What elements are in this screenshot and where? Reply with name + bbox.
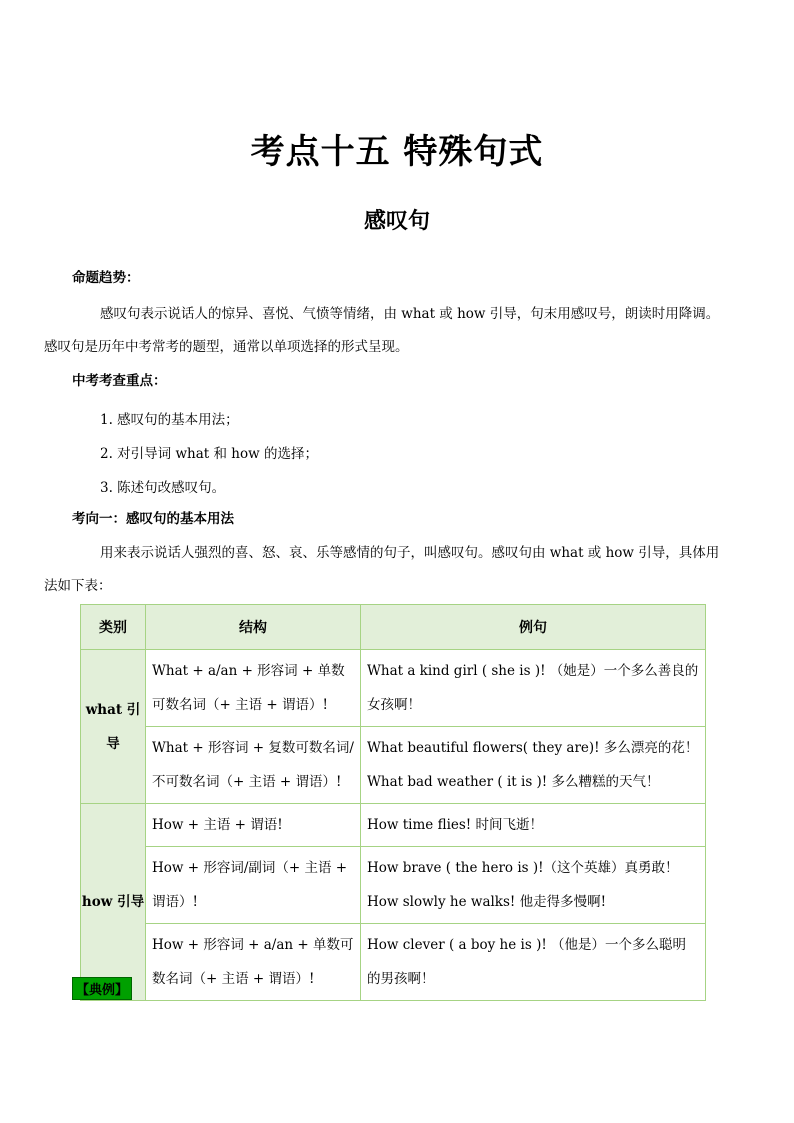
- focus-heading: 中考考查重点：: [72, 373, 167, 389]
- table-row: [81, 924, 706, 1001]
- structure-cell: How + 主语 + 谓语!: [146, 804, 361, 847]
- example-line: What bad weather ( it is )! 多么糟糕的天气！: [367, 774, 660, 790]
- section1-text-1: 用来表示说话人强烈的喜、怒、哀、乐等感情的句子，叫感叹句。感叹句由 what 或 how 引导，具体用: [100, 545, 720, 561]
- header-structure: 结构: [146, 605, 361, 650]
- section-subtitle: 感叹句: [363, 208, 430, 234]
- header-example: 例句: [361, 605, 706, 650]
- example-cell: How clever ( a boy he is )! （他是）一个多么聪明的男孩啊！: [361, 924, 706, 1001]
- trend-paragraph: [44, 298, 732, 364]
- example-cell: [361, 727, 706, 804]
- section1-paragraph: [44, 537, 732, 603]
- table-row: [81, 804, 706, 847]
- example-cell: What a kind girl ( she is )! （她是）一个多么善良的女孩啊！: [361, 650, 706, 727]
- trend-text-2: 感叹句是历年中考常考的题型，通常以单项选择的形式呈现。: [44, 339, 409, 355]
- table-header-row: [81, 605, 706, 650]
- example-cell: [361, 847, 706, 924]
- example-line: How slowly he walks! 他走得多慢啊!: [367, 894, 607, 910]
- example-line: How brave ( the hero is )!（这个英雄）真勇敢！: [367, 860, 679, 876]
- table-row: [81, 847, 706, 924]
- structure-cell: What + 形容词 + 复数可数名词/不可数名词（+ 主语 + 谓语）!: [146, 727, 361, 804]
- trend-heading: 命题趋势：: [72, 270, 140, 286]
- example-tag: 【典例】: [72, 977, 132, 1000]
- focus-item-1: 1. 感叹句的基本用法；: [100, 412, 239, 428]
- focus-item-2: 2. 对引导词 what 和 how 的选择；: [100, 446, 318, 462]
- trend-text-1: 感叹句表示说话人的惊异、喜悦、气愤等情绪，由 what 或 how 引导，句末用感叹号，朗读时用降调。: [100, 306, 720, 322]
- category-how: how 引导: [81, 804, 146, 1001]
- example-line: What beautiful flowers( they are)! 多么漂亮的花！: [367, 740, 699, 756]
- page-title: 考点十五 特殊句式: [250, 132, 544, 172]
- example-cell: How time flies! 时间飞逝！: [361, 804, 706, 847]
- table-row: [81, 727, 706, 804]
- table-row: [81, 650, 706, 727]
- section1-heading: 考向一：感叹句的基本用法: [72, 511, 234, 527]
- category-what: what 引导: [81, 650, 146, 804]
- section1-text-2: 法如下表：: [44, 578, 112, 594]
- exclamation-table: [80, 604, 706, 1001]
- focus-item-3: 3. 陈述句改感叹句。: [100, 480, 226, 496]
- header-category: 类别: [81, 605, 146, 650]
- structure-cell: What + a/an + 形容词 + 单数可数名词（+ 主语 + 谓语）!: [146, 650, 361, 727]
- structure-cell: How + 形容词 + a/an + 单数可数名词（+ 主语 + 谓语）!: [146, 924, 361, 1001]
- structure-cell: How + 形容词/副词（+ 主语 + 谓语）!: [146, 847, 361, 924]
